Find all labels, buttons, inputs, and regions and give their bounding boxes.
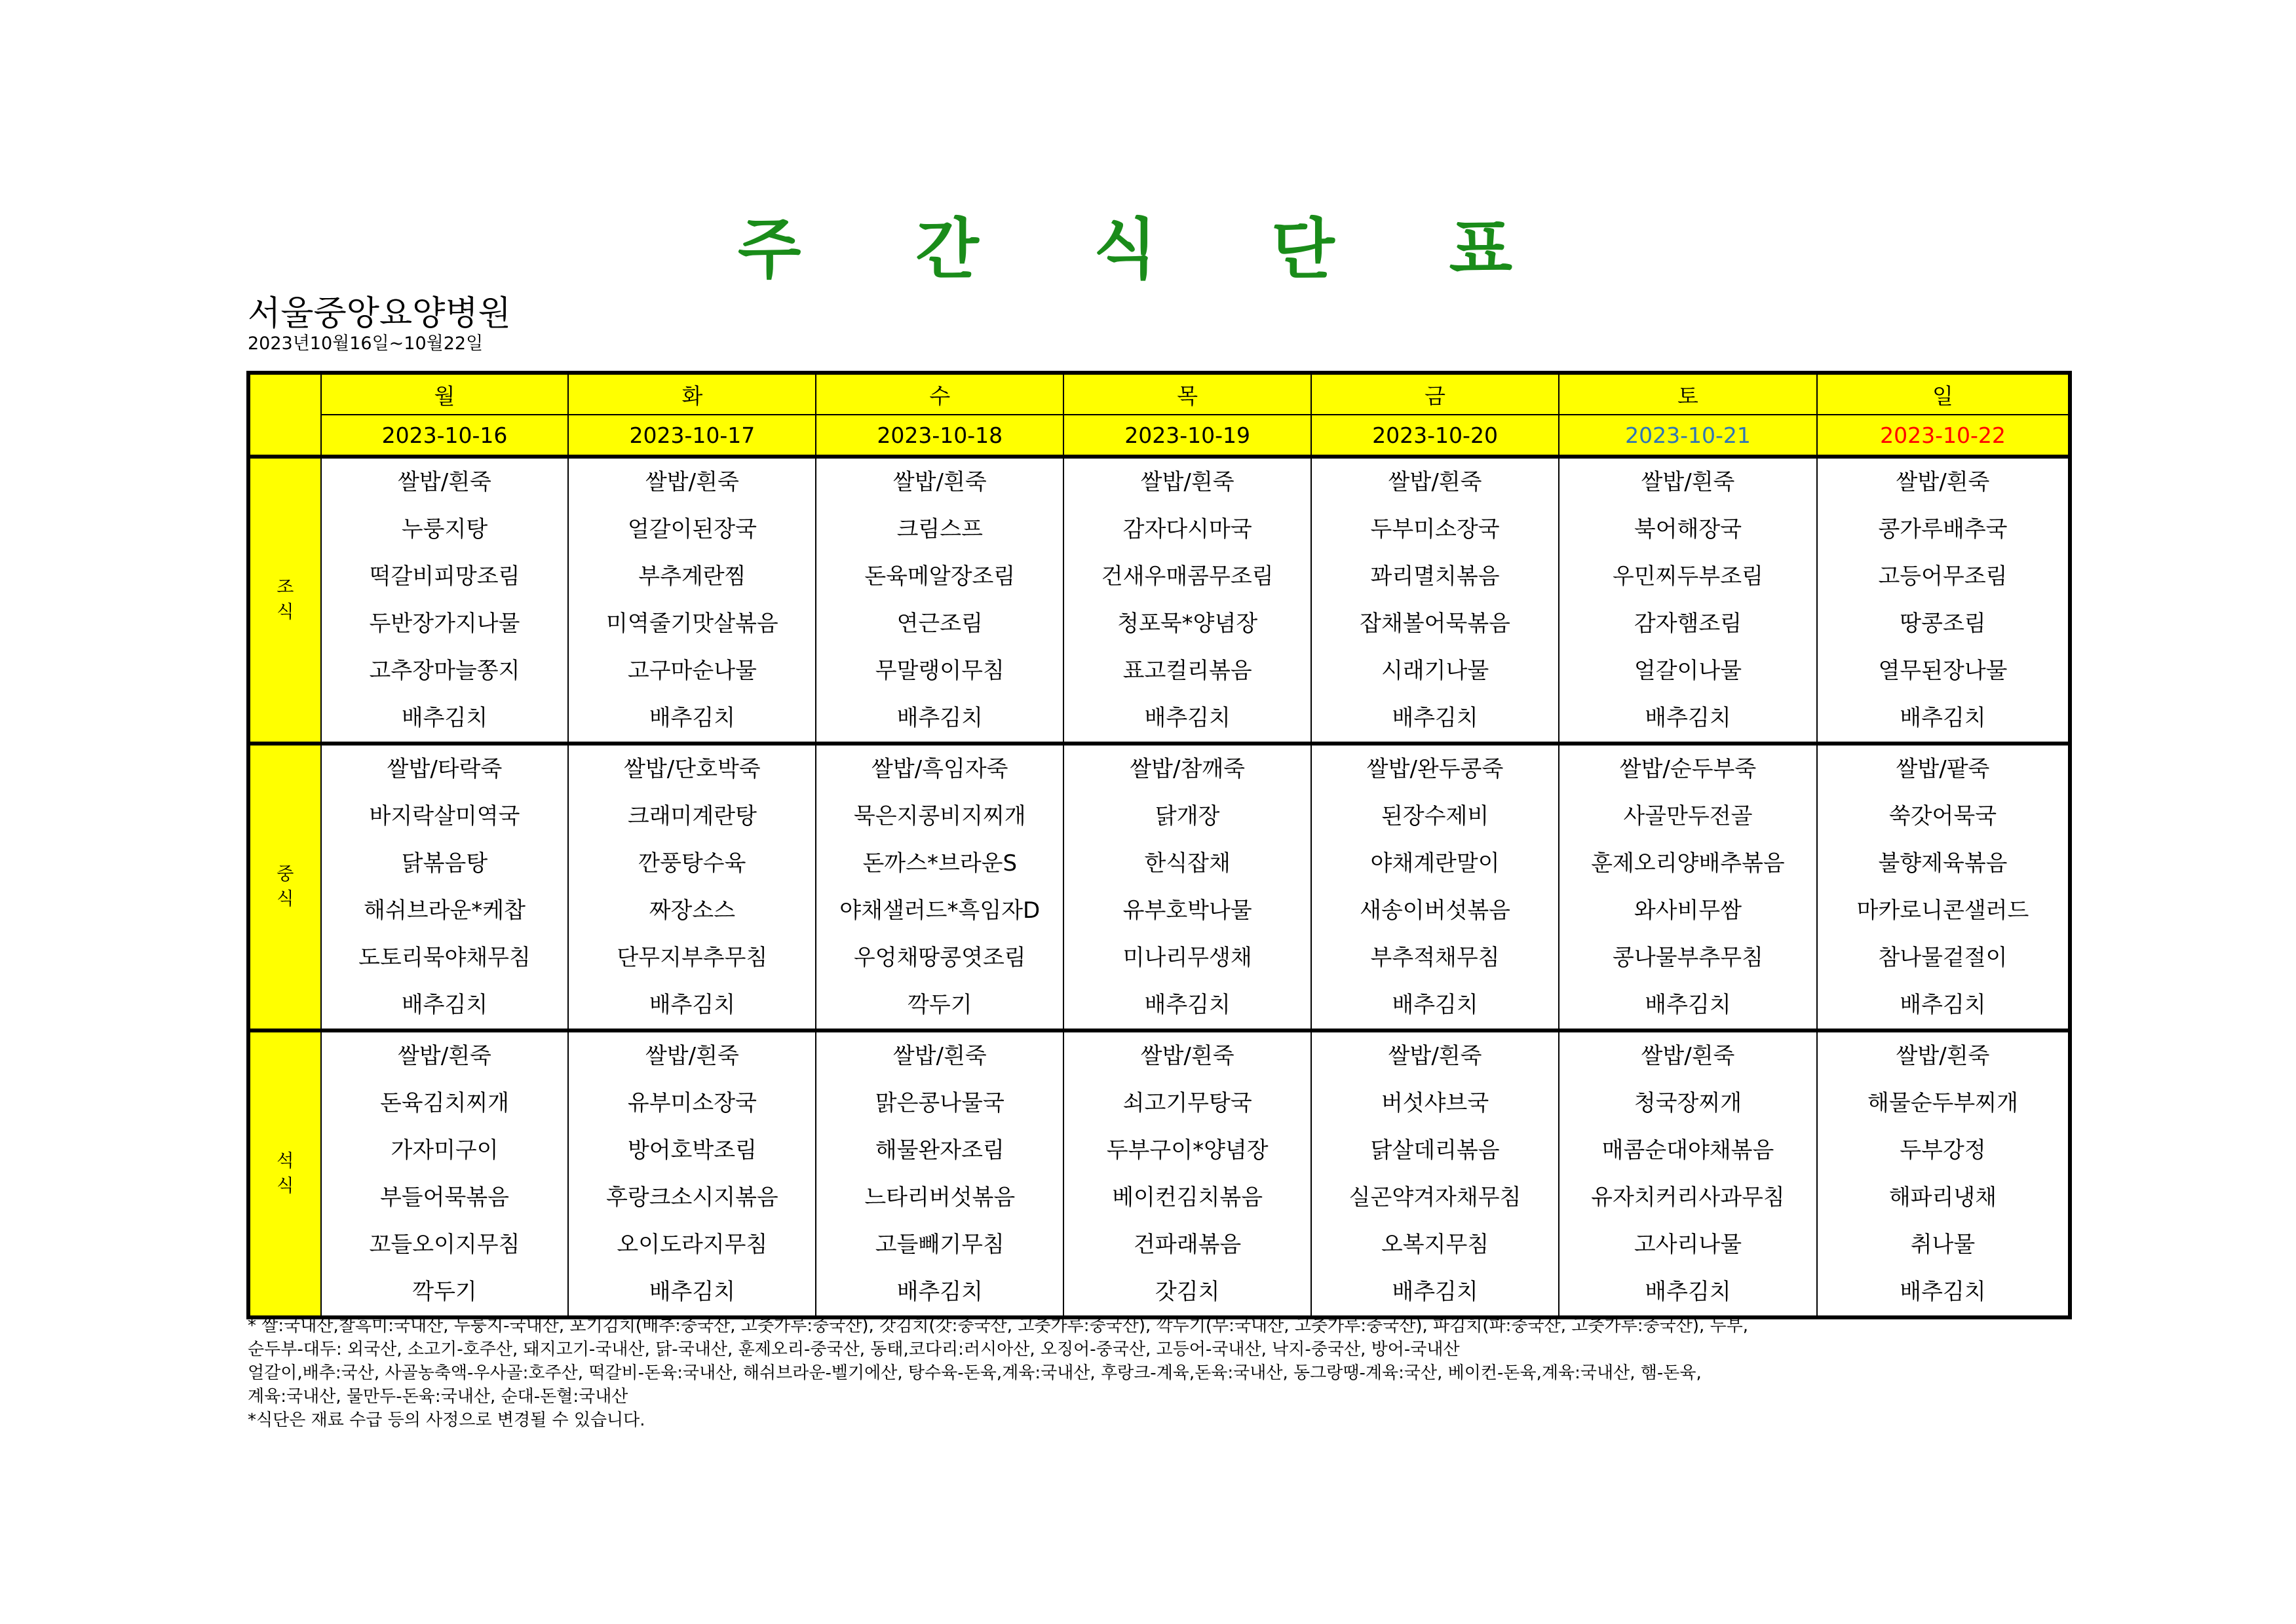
menu-item: 청국장찌개	[1634, 1090, 1742, 1116]
menu-item: 실곤약겨자채무침	[1349, 1184, 1521, 1211]
menu-item: 참나물겉절이	[1878, 945, 2008, 971]
menu-item: 깍두기	[908, 992, 972, 1018]
menu-item: 후랑크소시지볶음	[606, 1184, 778, 1211]
menu-item: 베이컨김치볶음	[1112, 1184, 1263, 1211]
day-label-thu: 목	[1063, 373, 1311, 415]
day-label-sun: 일	[1817, 373, 2070, 415]
menu-item: 꼬들오이지무침	[369, 1232, 520, 1258]
menu-item: 쌀밥/단호박죽	[624, 756, 761, 782]
date-thu: 2023-10-19	[1063, 415, 1311, 457]
menu-item: 쌀밥/흰죽	[892, 1043, 987, 1069]
menu-item: 얼갈이된장국	[627, 516, 757, 542]
menu-item: 짜장소스	[649, 897, 736, 924]
menu-item: 북어해장국	[1634, 516, 1742, 542]
menu-item: 두부강정	[1900, 1137, 1986, 1163]
menu-item: 배추김치	[1645, 992, 1731, 1018]
day-label-mon: 월	[321, 373, 569, 415]
lunch-tue-cell	[568, 744, 816, 1030]
menu-item: 배추김치	[649, 1279, 736, 1305]
menu-item: 마카로니콘샐러드	[1856, 897, 2029, 924]
menu-item: 두부미소장국	[1370, 516, 1500, 542]
menu-item: 쑥갓어묵국	[1888, 803, 1997, 829]
dinner-fri-cell	[1311, 1030, 1559, 1317]
breakfast-sun-cell	[1817, 457, 2070, 744]
menu-item: 오이도라지무침	[617, 1232, 768, 1258]
menu-item: 갓김치	[1155, 1279, 1220, 1305]
meal-label-char: 식	[277, 1176, 294, 1196]
menu-item: 누룽지탕	[401, 516, 488, 542]
menu-item: 배추김치	[1900, 992, 1986, 1018]
menu-item: 배추김치	[1900, 1279, 1986, 1305]
breakfast-sat-cell	[1559, 457, 1817, 744]
breakfast-wed-cell	[816, 457, 1063, 744]
menu-item: 크림스프	[896, 516, 983, 542]
menu-item: 쌀밥/타락죽	[387, 756, 503, 782]
menu-item: 얼갈이나물	[1634, 658, 1742, 684]
menu-item: 배추김치	[1392, 1279, 1478, 1305]
day-label-fri: 금	[1311, 373, 1559, 415]
menu-item: 시래기나물	[1381, 658, 1489, 684]
menu-item: 잡채볼어묵볶음	[1360, 611, 1511, 637]
date-tue: 2023-10-17	[568, 415, 816, 457]
menu-item: 새송이버섯볶음	[1360, 897, 1511, 924]
menu-item: 배추김치	[401, 992, 488, 1018]
menu-item: 고구마순나물	[627, 658, 757, 684]
menu-item: 건새우매콤무조림	[1101, 563, 1274, 590]
menu-item: 열무된장나물	[1878, 658, 2008, 684]
lunch-label	[248, 744, 321, 1030]
date-wed: 2023-10-18	[816, 415, 1063, 457]
menu-item: 야채샐러드*흑임자D	[839, 897, 1041, 924]
lunch-fri-cell	[1311, 744, 1559, 1030]
menu-item: 해쉬브라운*케찹	[364, 897, 526, 924]
menu-item: 쌀밥/흰죽	[1641, 1043, 1735, 1069]
menu-item: 와사비무쌈	[1634, 897, 1742, 924]
day-label-sat: 토	[1559, 373, 1817, 415]
menu-item: 도토리묵야채무침	[358, 945, 531, 971]
menu-item: 감자다시마국	[1122, 516, 1252, 542]
menu-item: 깍두기	[412, 1279, 477, 1305]
day-header-row	[248, 373, 2070, 415]
menu-item: 묵은지콩비지찌개	[853, 803, 1026, 829]
menu-item: 쌀밥/흰죽	[645, 1043, 739, 1069]
meal-label-char: 중	[277, 864, 294, 885]
menu-item: 고등어무조림	[1878, 563, 2008, 590]
menu-item: 미나리무생채	[1122, 945, 1252, 971]
menu-item: 쌀밥/흰죽	[398, 469, 491, 495]
meal-label-char: 식	[277, 602, 294, 622]
menu-item: 느타리버섯볶음	[864, 1184, 1016, 1211]
menu-item: 쌀밥/참깨죽	[1130, 756, 1245, 782]
menu-item: 두부구이*양념장	[1106, 1137, 1269, 1163]
menu-item: 쌀밥/흰죽	[1388, 469, 1482, 495]
menu-item: 배추김치	[1144, 705, 1231, 731]
menu-item: 건파래볶음	[1134, 1232, 1242, 1258]
date-header-row	[248, 415, 2070, 457]
hospital-name: 서울중앙요양병원	[248, 294, 511, 333]
day-label-wed: 수	[816, 373, 1063, 415]
lunch-sun-cell	[1817, 744, 2070, 1030]
menu-item: 배추김치	[896, 705, 983, 731]
menu-item: 돈육김치찌개	[379, 1090, 510, 1116]
menu-item: 단무지부추무침	[617, 945, 768, 971]
dinner-wed-cell	[816, 1030, 1063, 1317]
menu-item: 무말랭이무침	[875, 658, 1004, 684]
page-title: 주 간 식 단 표	[737, 211, 1559, 288]
header-corner	[248, 373, 321, 457]
menu-item: 배추김치	[1645, 1279, 1731, 1305]
menu-item: 닭볶음탕	[401, 850, 488, 877]
menu-item: 한식잡채	[1144, 850, 1231, 877]
menu-period: 2023년10월16일~10월22일	[248, 333, 484, 354]
menu-item: 맑은콩나물국	[875, 1090, 1004, 1116]
menu-item: 콩나물부추무침	[1613, 945, 1763, 971]
breakfast-thu-cell	[1063, 457, 1311, 744]
date-sat: 2023-10-21	[1559, 415, 1817, 457]
menu-item: 닭살데리볶음	[1370, 1137, 1500, 1163]
menu-item: 고사리나물	[1634, 1232, 1742, 1258]
date-sun: 2023-10-22	[1817, 415, 2070, 457]
lunch-row	[248, 744, 2070, 1030]
dinner-row	[248, 1030, 2070, 1317]
menu-item: 배추김치	[896, 1279, 983, 1305]
menu-item: 쌀밥/흰죽	[1896, 1043, 1990, 1069]
note-line: 순두부-대두: 외국산, 소고기-호주산, 돼지고기-국내산, 닭-국내산, 훈제오리-중국산, 동태,코다리:러시아산, 오징어-중국산, 고등어-국내산, 낙지-중국산, 방어-국내산	[248, 1340, 1460, 1359]
menu-item: 사골만두전골	[1623, 803, 1753, 829]
menu-item: 배추김치	[1645, 705, 1731, 731]
breakfast-label	[248, 457, 321, 744]
breakfast-mon-cell	[321, 457, 569, 744]
note-line: * 쌀:국내산,찰흑미:국내산, 누룽지-국내산, 포기김치(배추:중국산, 고춧가루:중국산), 갓김치(갓:중국산, 고춧가루:중국산), 깍두기(무:국내산, 고춧가루:중국산), 파김치(파:중국산, 고춧가루:중국산), 두부,	[248, 1316, 1749, 1336]
breakfast-tue-cell	[568, 457, 816, 744]
note-line: *식단은 재료 수급 등의 사정으로 변경될 수 있습니다.	[248, 1410, 645, 1430]
menu-item: 배추김치	[1392, 992, 1478, 1018]
lunch-sat-cell	[1559, 744, 1817, 1030]
menu-item: 돈까스*브라운S	[862, 850, 1018, 877]
lunch-wed-cell	[816, 744, 1063, 1030]
menu-item: 떡갈비피망조림	[369, 563, 520, 590]
dinner-thu-cell	[1063, 1030, 1311, 1317]
menu-item: 쌀밥/흑임자죽	[871, 756, 1008, 782]
menu-item: 감자햄조림	[1634, 611, 1742, 637]
menu-item: 유부미소장국	[627, 1090, 757, 1116]
menu-item: 배추김치	[649, 705, 736, 731]
menu-item: 우민찌두부조림	[1613, 563, 1763, 590]
menu-item: 깐풍탕수육	[638, 850, 746, 877]
menu-item: 유부호박나물	[1122, 897, 1252, 924]
dinner-tue-cell	[568, 1030, 816, 1317]
menu-item: 청포묵*양념장	[1117, 611, 1258, 637]
menu-item: 훈제오리양배추볶음	[1591, 850, 1785, 877]
menu-item: 쌀밥/흰죽	[1140, 469, 1234, 495]
menu-item: 버섯샤브국	[1381, 1090, 1489, 1116]
menu-item: 배추김치	[401, 705, 488, 731]
menu-item: 가자미구이	[391, 1137, 499, 1163]
menu-item: 쌀밥/흰죽	[1388, 1043, 1482, 1069]
menu-item: 쌀밥/흰죽	[398, 1043, 491, 1069]
menu-item: 쌀밥/흰죽	[892, 469, 987, 495]
weekly-menu-table	[246, 371, 2072, 1319]
menu-item: 쌀밥/흰죽	[645, 469, 739, 495]
menu-item: 해물순두부찌개	[1867, 1090, 2018, 1116]
menu-item: 된장수제비	[1381, 803, 1489, 829]
menu-item: 미역줄기맛살볶음	[606, 611, 778, 637]
menu-item: 배추김치	[649, 992, 736, 1018]
dinner-label	[248, 1030, 321, 1317]
menu-item: 부추적채무침	[1370, 945, 1500, 971]
menu-item: 쇠고기무탕국	[1122, 1090, 1252, 1116]
menu-item: 부추계란찜	[638, 563, 746, 590]
menu-item: 방어호박조림	[627, 1137, 757, 1163]
menu-item: 쌀밥/흰죽	[1140, 1043, 1234, 1069]
menu-item: 바지락살미역국	[369, 803, 520, 829]
menu-item: 배추김치	[1900, 705, 1986, 731]
menu-item: 고추장마늘쫑지	[369, 658, 520, 684]
menu-item: 야채계란말이	[1370, 850, 1500, 877]
menu-item: 콩가루배추국	[1878, 516, 2008, 542]
menu-item: 취나물	[1910, 1232, 1976, 1258]
menu-item: 쌀밥/흰죽	[1641, 469, 1735, 495]
lunch-thu-cell	[1063, 744, 1311, 1030]
menu-item: 두반장가지나물	[369, 611, 520, 637]
origin-notes	[248, 1314, 2082, 1432]
menu-item: 땅콩조림	[1900, 611, 1986, 637]
menu-item: 꽈리멸치볶음	[1370, 563, 1500, 590]
menu-item: 불향제육볶음	[1878, 850, 2008, 877]
meal-label-char: 석	[277, 1151, 294, 1172]
meal-label-char: 식	[277, 889, 294, 909]
dinner-sat-cell	[1559, 1030, 1817, 1317]
menu-item: 표고컬리볶음	[1122, 658, 1252, 684]
date-mon: 2023-10-16	[321, 415, 569, 457]
lunch-mon-cell	[321, 744, 569, 1030]
dinner-sun-cell	[1817, 1030, 2070, 1317]
menu-item: 쌀밥/순두부죽	[1619, 756, 1757, 782]
meal-label-char: 조	[277, 577, 294, 598]
menu-item: 쌀밥/흰죽	[1896, 469, 1990, 495]
menu-item: 유자치커리사과무침	[1591, 1184, 1785, 1211]
breakfast-fri-cell	[1311, 457, 1559, 744]
menu-item: 오복지무침	[1381, 1232, 1489, 1258]
note-line: 계육:국내산, 물만두-돈육:국내산, 순대-돈혈:국내산	[248, 1387, 628, 1407]
menu-item: 우엉채땅콩엿조림	[853, 945, 1026, 971]
note-line: 얼갈이,배추:국산, 사골농축액-우사골:호주산, 떡갈비-돈육:국내산, 해쉬브라운-벨기에산, 탕수육-돈육,계육:국내산, 후랑크-계육,돈육:국내산, 동그랑땡-계육:국산, 베이컨-돈육,계육:국내산, 햄-돈육,	[248, 1363, 1702, 1383]
dinner-mon-cell	[321, 1030, 569, 1317]
menu-item: 고들빼기무침	[875, 1232, 1004, 1258]
menu-item: 해물완자조림	[875, 1137, 1004, 1163]
menu-item: 해파리냉채	[1888, 1184, 1997, 1211]
menu-item: 연근조림	[896, 611, 983, 637]
menu-item: 쌀밥/팥죽	[1896, 756, 1990, 782]
menu-item: 돈육메알장조림	[864, 563, 1016, 590]
day-label-tue: 화	[568, 373, 816, 415]
menu-item: 매콤순대야채볶음	[1601, 1137, 1774, 1163]
menu-item: 크래미계란탕	[627, 803, 757, 829]
breakfast-row	[248, 457, 2070, 744]
menu-item: 닭개장	[1155, 803, 1220, 829]
date-fri: 2023-10-20	[1311, 415, 1559, 457]
menu-item: 배추김치	[1144, 992, 1231, 1018]
menu-item: 배추김치	[1392, 705, 1478, 731]
menu-item: 쌀밥/완두콩죽	[1366, 756, 1504, 782]
menu-item: 부들어묵볶음	[379, 1184, 510, 1211]
